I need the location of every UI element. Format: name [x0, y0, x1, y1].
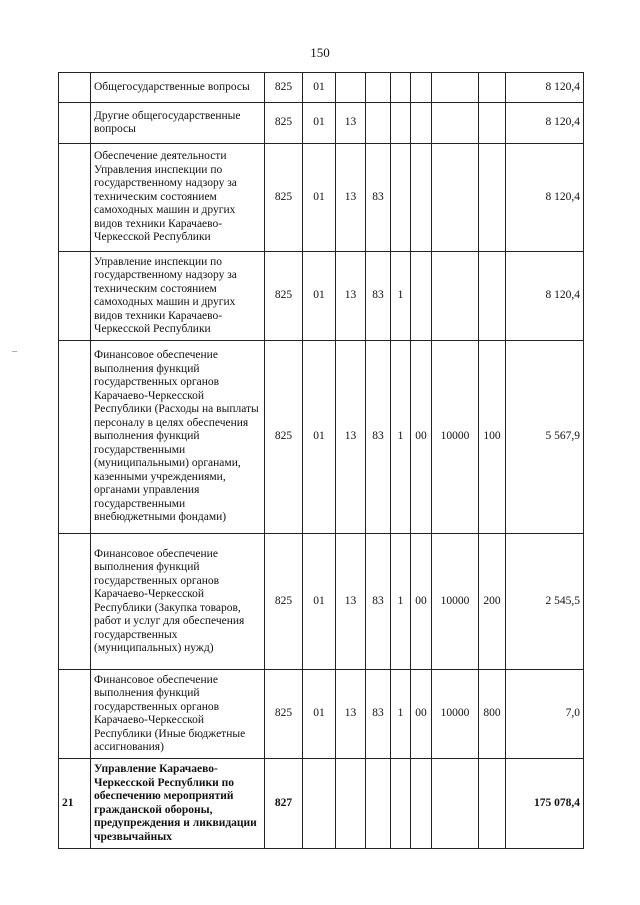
cell-p3: 00	[411, 534, 432, 670]
cell-vr: 200	[479, 534, 506, 670]
cell-p4	[432, 252, 479, 341]
budget-table	[58, 72, 584, 849]
cell-p4: 10000	[432, 670, 479, 759]
table-row	[59, 341, 584, 534]
cell-sum: 8 120,4	[506, 73, 584, 103]
cell-sum: 7,0	[506, 670, 584, 759]
page-number: 150	[310, 45, 330, 60]
cell-num	[59, 670, 91, 759]
table-row	[59, 103, 584, 144]
table-body	[59, 73, 584, 849]
cell-pr: 13	[336, 670, 366, 759]
cell-name: Управление Карачаево-Черкесской Республики по обеспечению мероприятий гражданской обороны, предупреждения и ликвидации чрезвычайных	[91, 759, 265, 849]
cell-num	[59, 252, 91, 341]
cell-rz: 01	[303, 73, 336, 103]
cell-num: 21	[59, 759, 91, 849]
cell-pr: 13	[336, 144, 366, 252]
cell-ved: 825	[265, 144, 303, 252]
cell-p4: 10000	[432, 534, 479, 670]
cell-p3	[411, 759, 432, 849]
cell-rz: 01	[303, 534, 336, 670]
cell-rz: 01	[303, 670, 336, 759]
cell-ved: 825	[265, 534, 303, 670]
cell-vr: 100	[479, 341, 506, 534]
table-row	[59, 73, 584, 103]
cell-p2	[391, 103, 411, 144]
cell-p2: 1	[391, 341, 411, 534]
cell-pr: 13	[336, 103, 366, 144]
cell-num	[59, 73, 91, 103]
cell-name: Управление инспекции по государственному надзору за техническим состоянием самоходных машин и других видов техники Карачаево-Черкесской Республики	[91, 252, 265, 341]
cell-vr	[479, 252, 506, 341]
cell-sum: 8 120,4	[506, 103, 584, 144]
cell-sum: 8 120,4	[506, 144, 584, 252]
cell-rz: 01	[303, 103, 336, 144]
cell-pr: 13	[336, 252, 366, 341]
cell-vr	[479, 144, 506, 252]
cell-p1	[366, 103, 391, 144]
cell-vr	[479, 73, 506, 103]
table-row	[59, 252, 584, 341]
cell-p2: 1	[391, 670, 411, 759]
table-row	[59, 670, 584, 759]
cell-rz: 01	[303, 144, 336, 252]
table-row	[59, 534, 584, 670]
cell-pr: 13	[336, 341, 366, 534]
cell-name: Общегосударственные вопросы	[91, 73, 265, 103]
cell-p4	[432, 103, 479, 144]
cell-vr: 800	[479, 670, 506, 759]
cell-name: Финансовое обеспечение выполнения функций государственных органов Карачаево-Черкесской Республики (Расходы на выплаты персоналу в целях обеспечения выполнения функций государственными (муниципальными) органами, казенными учреждениями, органами управления государственными внебюджетными фондами)	[91, 341, 265, 534]
cell-p3: 00	[411, 670, 432, 759]
cell-sum: 2 545,5	[506, 534, 584, 670]
cell-p3	[411, 73, 432, 103]
cell-p3	[411, 144, 432, 252]
cell-pr	[336, 73, 366, 103]
cell-vr	[479, 759, 506, 849]
cell-p3	[411, 103, 432, 144]
cell-p1: 83	[366, 144, 391, 252]
cell-p2: 1	[391, 534, 411, 670]
cell-ved: 825	[265, 670, 303, 759]
cell-p1	[366, 73, 391, 103]
cell-rz	[303, 759, 336, 849]
cell-ved: 825	[265, 252, 303, 341]
cell-pr	[336, 759, 366, 849]
cell-p4: 10000	[432, 341, 479, 534]
cell-rz: 01	[303, 252, 336, 341]
cell-name: Другие общегосударственные вопросы	[91, 103, 265, 144]
table-row	[59, 144, 584, 252]
cell-pr: 13	[336, 534, 366, 670]
cell-p4	[432, 759, 479, 849]
cell-p4	[432, 144, 479, 252]
cell-num	[59, 341, 91, 534]
scan-mark: –	[12, 346, 17, 357]
cell-ved: 825	[265, 103, 303, 144]
cell-p2	[391, 73, 411, 103]
cell-p1: 83	[366, 252, 391, 341]
cell-p3: 00	[411, 341, 432, 534]
cell-ved: 827	[265, 759, 303, 849]
cell-sum: 8 120,4	[506, 252, 584, 341]
cell-sum: 175 078,4	[506, 759, 584, 849]
cell-p1: 83	[366, 534, 391, 670]
cell-p2	[391, 144, 411, 252]
cell-p1	[366, 759, 391, 849]
cell-name: Обеспечение деятельности Управления инспекции по государственному надзору за техническим состоянием самоходных машин и других видов техники Карачаево-Черкесской Республики	[91, 144, 265, 252]
cell-name: Финансовое обеспечение выполнения функций государственных органов Карачаево-Черкесской Республики (Закупка товаров, работ и услуг для обеспечения государственных (муниципальных) нужд)	[91, 534, 265, 670]
cell-vr	[479, 103, 506, 144]
table-row	[59, 759, 584, 849]
cell-num	[59, 534, 91, 670]
cell-p1: 83	[366, 670, 391, 759]
cell-p1: 83	[366, 341, 391, 534]
cell-rz: 01	[303, 341, 336, 534]
cell-num	[59, 103, 91, 144]
cell-ved: 825	[265, 73, 303, 103]
cell-ved: 825	[265, 341, 303, 534]
cell-p2: 1	[391, 252, 411, 341]
cell-p3	[411, 252, 432, 341]
cell-p2	[391, 759, 411, 849]
cell-sum: 5 567,9	[506, 341, 584, 534]
cell-name: Финансовое обеспечение выполнения функций государственных органов Карачаево-Черкесской Республики (Иные бюджетные ассигнования)	[91, 670, 265, 759]
cell-num	[59, 144, 91, 252]
cell-p4	[432, 73, 479, 103]
